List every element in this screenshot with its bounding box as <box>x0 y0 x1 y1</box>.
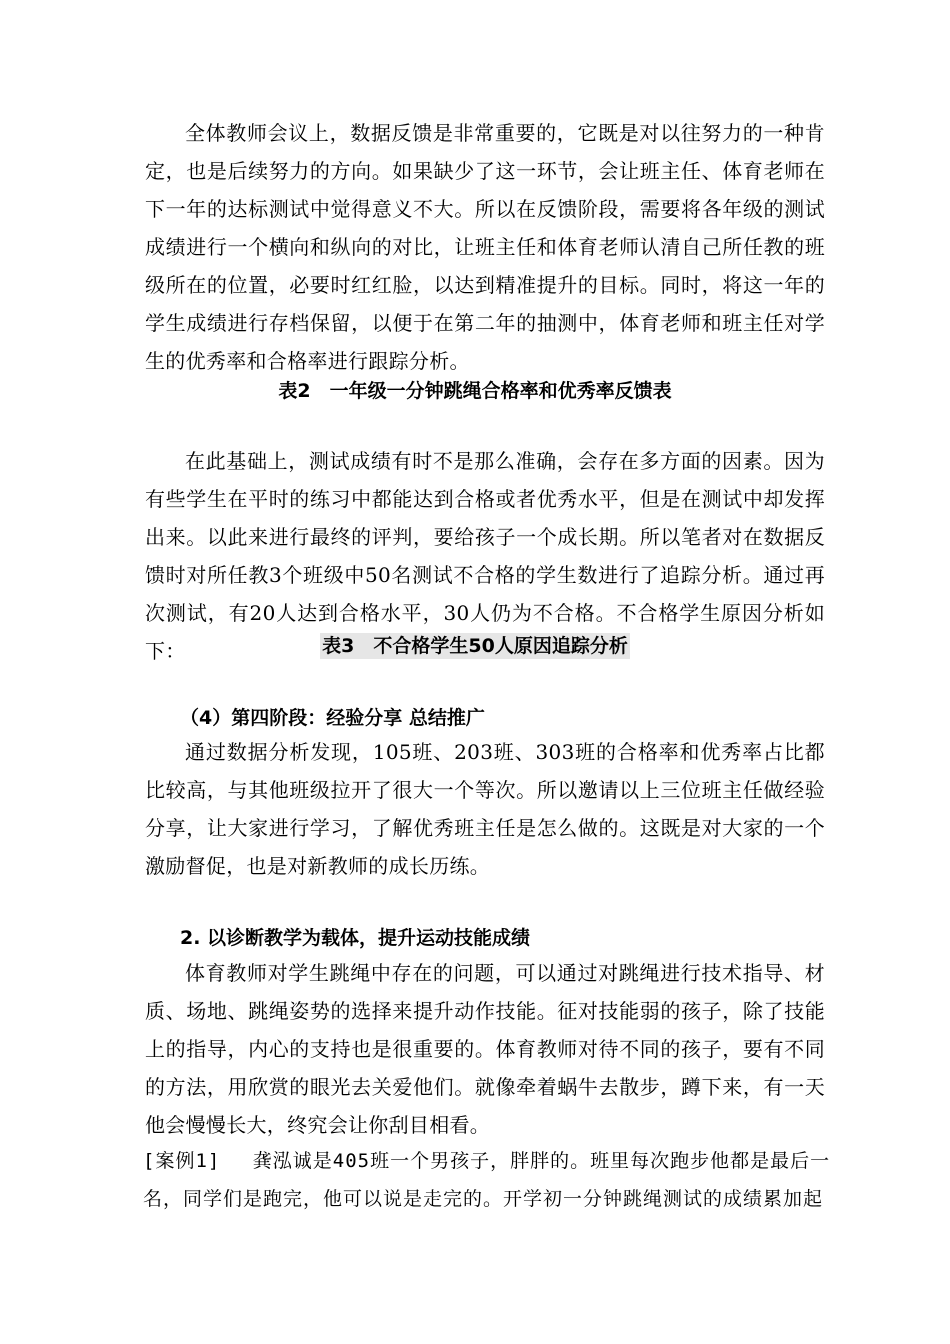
paragraph-diagnosis <box>145 954 825 1144</box>
case1-line2: 名，同学们是跑完，他可以说是走完的。开学初一分钟跳绳测试的成绩累加起 <box>143 1188 824 1210</box>
paragraph-text: 在此基础上，测试成绩有时不是那么准确，会存在多方面的因素。因为有些学生在平时的练习中都能达到合格或者优秀水平，但是在测试中却发挥出来。以此来进行最终的评判，要给孩子一个成长期。所以笔者对在数据反馈时对所任教3个班级中50名测试不合格的学生数进行了追踪分析。通过再次测试，有20人达到合格水平，30人仍为不合格。不合格学生原因分析如下： <box>145 449 825 663</box>
paragraph-feedback <box>145 114 825 380</box>
table3-caption <box>0 634 950 658</box>
table3-caption-text: 表3 不合格学生50人原因追踪分析 <box>322 635 628 657</box>
heading-stage4: （4）第四阶段：经验分享 总结推广 <box>180 707 485 729</box>
paragraph-text: 体育教师对学生跳绳中存在的问题，可以通过对跳绳进行技术指导、材质、场地、跳绳姿势的选择来提升动作技能。征对技能弱的孩子，除了技能上的指导，内心的支持也是很重要的。体育教师对待不同的孩子，要有不同的方法，用欣赏的眼光去关爱他们。就像牵着蜗牛去散步，蹲下来，有一天他会慢慢长大，终究会让你刮目相看。 <box>145 961 825 1137</box>
table2-caption <box>0 379 950 403</box>
table2-caption-text: 表2 一年级一分钟跳绳合格率和优秀率反馈表 <box>278 380 672 402</box>
paragraph-text: 全体教师会议上，数据反馈是非常重要的，它既是对以往努力的一种肯定，也是后续努力的方向。如果缺少了这一环节，会让班主任、体育老师在下一年的达标测试中觉得意义不大。所以在反馈阶段，需要将各年级的测试成绩进行一个横向和纵向的对比，让班主任和体育老师认清自己所任教的班级所在的位置，必要时红红脸，以达到精准提升的目标。同时，将这一年的学生成绩进行存档保留，以便于在第二年的抽测中，体育老师和班主任对学生的优秀率和合格率进行跟踪分析。 <box>145 121 825 373</box>
case1-block <box>143 1142 843 1218</box>
heading-section2: 2. 以诊断教学为载体，提升运动技能成绩 <box>180 927 531 949</box>
case1-line1: [案例1] 龚泓诚是405班一个男孩子，胖胖的。班里每次跑步他都是最后一 <box>143 1150 831 1172</box>
paragraph-experience <box>145 733 825 885</box>
paragraph-text: 通过数据分析发现，105班、203班、303班的合格率和优秀率占比都比较高，与其他班级拉开了很大一个等次。所以邀请以上三位班主任做经验分享，让大家进行学习，了解优秀班主任是怎么做的。这既是对大家的一个激励督促，也是对新教师的成长历练。 <box>145 740 825 878</box>
